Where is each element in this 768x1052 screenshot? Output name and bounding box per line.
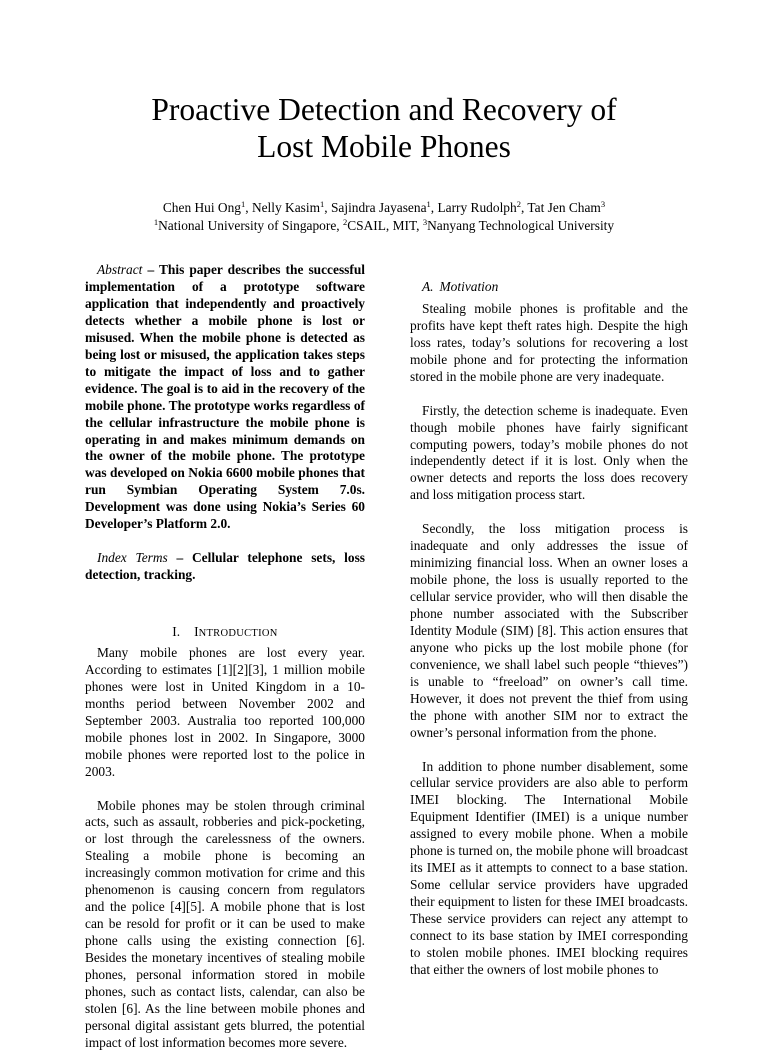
motivation-paragraph-2: Firstly, the detection scheme is inadequate. Even though mobile phones have fairly significant computing powers, today’s mobile phones do not independently detect if it is lost. Only when the owner detects and reports the loss does recovery and loss mitigation process start.	[410, 402, 688, 503]
author-affiliations	[0, 217, 768, 234]
intro-paragraph-2: Mobile phones may be stolen through criminal acts, such as assault, robberies and pick-pocketing, or lost through the carelessness of the owners. Stealing a mobile phone is becoming an increasingly common motivation for crime and this phenomenon is causing concern from regulators and the police [4][5]. A mobile phone that is lost can be resold for profit or it can be used to make phone calls using the existing connection [6]. Besides the monetary incentives of stealing mobile phones, personal information stored in mobile phones, such as contact lists, calendar, can also be stolen [6]. As the line between mobile phones and personal digital assistant gets blurred, the potential impact of lost information becomes more severe.	[85, 797, 365, 1050]
affiliation: $^1$National University of Singapore,	[153, 217, 343, 233]
author: Tat Jen Cham$^3$	[527, 199, 606, 215]
index-terms-text: Cellular telephone sets, loss detection, tracking.	[85, 550, 366, 583]
author-names	[0, 199, 768, 216]
author: Chen Hui Ong$^1$,	[162, 199, 252, 215]
motivation-paragraph-3: Secondly, the loss mitigation process is inadequate and only addresses the issue of minimizing financial loss. When an owner loses a mobile phone, the loss is usually reported to the cellular service provider, who will then disable the phone number associated with the Subscriber Identity Module (SIM) [8]. This action ensures that anyone who picks up the lost mobile phone (for convenience, we shall label such people “thieves”) is unable to “freeload” on owner’s call time. However, it does not prevent the thief from using the phone with another SIM nor to extract the owner’s personal information from the phone.	[410, 521, 688, 740]
motivation-paragraph-1: Stealing mobile phones is profitable and the profits have kept theft rates high. Despite the high loss rates, today’s solutions for recovering a lost mobile phone and for protecting the information stored in the mobile phone are very inadequate.	[410, 300, 688, 384]
author: Larry Rudolph$^2$,	[437, 199, 528, 215]
abstract-label: Abstract	[97, 262, 143, 277]
author-block	[0, 199, 768, 234]
right-column	[410, 262, 688, 979]
abstract: Abstract – This paper describes the successful implementation of a prototype software application that independently and proactively detects whether a mobile phone is lost or misused. When the mobile phone is detected as being lost or misused, the application takes steps to mitigate the impact of loss and to gather evidence. The goal is to aid in the recovery of the mobile phone. The prototype works regardless of the cellular infrastructure the mobile phone is operating in and makes minimum demands on the owner of the mobile phone. The prototype was developed on Nokia 6600 mobile phones that run Symbian Operating System 7.0s. Development was done using Nokia’s Series 60 Developer’s Platform 2.0.	[85, 262, 365, 532]
abstract-text: This paper describes the successful implementation of a prototype software application that independently and proactively detects whether a mobile phone is lost or misused. When the mobile phone is detected as being lost or misused, the application takes steps to mitigate the impact of loss and to gather evidence. The goal is to aid in the recovery of the mobile phone. The prototype works regardless of the cellular infrastructure the mobile phone is operating in and makes minimum demands on the owner of the mobile phone. The prototype was developed on Nokia 6600 mobile phones that run Symbian Operating System 7.0s. Development was done using Nokia’s Series 60 Developer’s Platform 2.0.	[85, 262, 365, 532]
affiliation: $^2$CSAIL, MIT,	[342, 217, 423, 233]
paper-title	[0, 91, 768, 165]
affiliation: $^3$Nanyang Technological University	[422, 217, 615, 233]
section-heading-introduction: I. INTRODUCTION	[172, 624, 278, 640]
subsection-heading-motivation: A. Motivation	[422, 279, 499, 294]
author: Sajindra Jayasena$^1$,	[330, 199, 438, 215]
index-terms-label: Index Terms	[97, 550, 168, 566]
left-column	[85, 262, 365, 1052]
title-line-2: Lost Mobile Phones	[257, 129, 511, 165]
intro-paragraph-1: Many mobile phones are lost every year. According to estimates [1][2][3], 1 million mobile phones were lost in United Kingdom in a 10-months period between November 2002 and September 2003. Australia too reported 100,000 mobile phones lost in 2002. In Singapore, 3000 mobile phones were reported lost to the police in 2003.	[85, 645, 365, 779]
section-number: I.	[172, 624, 181, 640]
motivation-paragraph-4: In addition to phone number disablement, some cellular service providers are also able to perform IMEI blocking. The International Mobile Equipment Identifier (IMEI) is a unique number assigned to every mobile phone. When a mobile phone is turned on, the mobile phone will broadcast its IMEI as it attempts to connect to a base station. Some cellular service providers have upgraded their equipment to listen for these IMEI broadcasts. These service providers can reject any attempt to connect to its base station by IMEI corresponding to stolen mobile phones. IMEI blocking requires that either the owners of lost mobile phones to	[410, 758, 688, 977]
index-terms: Index Terms – Cellular telephone sets, loss detection, tracking.	[85, 550, 366, 583]
title-line-1: Proactive Detection and Recovery of	[151, 92, 617, 128]
author: Nelly Kasim$^1$,	[251, 199, 331, 215]
